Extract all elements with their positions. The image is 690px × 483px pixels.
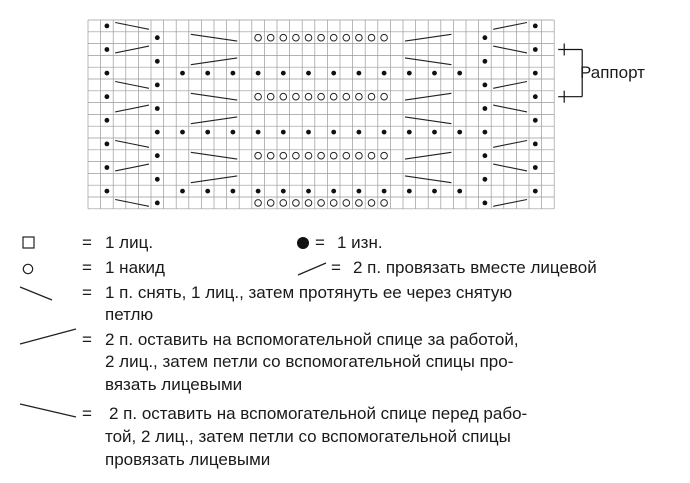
yarn-over-circle <box>343 93 350 100</box>
legend-eq: = <box>315 233 325 252</box>
purl-dot <box>306 189 311 194</box>
legend-eq: = <box>82 258 92 277</box>
purl-dot <box>105 47 110 52</box>
yarn-over-circle <box>318 152 325 159</box>
purl-dot <box>483 177 488 182</box>
yarn-over-circle <box>318 34 325 41</box>
purl-dot <box>155 35 160 40</box>
yarn-over-circle <box>330 93 337 100</box>
purl-dot <box>155 130 160 135</box>
cable-slant <box>493 141 527 148</box>
yarn-over-circle <box>343 34 350 41</box>
purl-dot <box>533 71 538 76</box>
purl-dot <box>180 189 185 194</box>
cable-slant <box>493 23 527 30</box>
yarn-over-circle <box>305 152 312 159</box>
yarn-over-circle <box>267 93 274 100</box>
purl-dot <box>533 118 538 123</box>
yarn-over-circle <box>255 152 262 159</box>
purl-dot <box>180 130 185 135</box>
cable-slant <box>493 46 527 53</box>
yarn-over-circle <box>381 152 388 159</box>
yarn-over-circle <box>343 200 350 207</box>
yarn-over-circle <box>356 93 363 100</box>
purl-dot <box>483 153 488 158</box>
purl-dot <box>105 94 110 99</box>
yarn-over-circle <box>293 200 300 207</box>
purl-dot <box>533 189 538 194</box>
legend-eq: = <box>82 404 92 423</box>
yarn-over-circle <box>343 152 350 159</box>
cable-slant <box>493 105 527 112</box>
yarn-over-circle <box>280 200 287 207</box>
yarn-over-circle <box>267 200 274 207</box>
cable-slant <box>115 164 149 171</box>
yarn-over-circle <box>280 152 287 159</box>
purl-dot <box>105 24 110 29</box>
purl-dot <box>432 189 437 194</box>
yarn-over-circle <box>330 152 337 159</box>
yarn-over-circle <box>267 152 274 159</box>
legend-text-purl: 1 изн. <box>337 233 383 252</box>
purl-dot <box>281 71 286 76</box>
right-slant-icon <box>296 260 330 278</box>
yarn-over-circle <box>280 34 287 41</box>
yarn-over-circle <box>280 93 287 100</box>
legend-text-cable-back-line1: 2 п. оставить на вспомогательной спице за работой, <box>105 330 519 349</box>
yarn-over-circle <box>255 93 262 100</box>
purl-dot <box>533 47 538 52</box>
purl-dot <box>105 165 110 170</box>
circle-icon <box>22 263 36 277</box>
purl-dot <box>180 71 185 76</box>
cable-slant <box>115 200 149 207</box>
knitting-chart <box>0 0 690 230</box>
yarn-over-circle <box>368 152 375 159</box>
yarn-over-circle <box>356 152 363 159</box>
yarn-over-circle <box>368 34 375 41</box>
legend-text-cable-back-line2: 2 лиц., затем петли со вспомогательной спицы про- <box>105 352 514 371</box>
legend-eq: = <box>82 330 92 349</box>
purl-dot <box>105 71 110 76</box>
purl-dot <box>382 189 387 194</box>
cable-slant <box>115 105 149 112</box>
purl-dot <box>533 24 538 29</box>
yarn-over-circle <box>255 34 262 41</box>
purl-dot <box>483 59 488 64</box>
empty-square-icon <box>22 236 36 250</box>
yarn-over-circle <box>381 200 388 207</box>
yarn-over-circle <box>293 93 300 100</box>
legend-text-cable-front-line3: провязать лицевыми <box>105 450 271 469</box>
cable-slant <box>115 141 149 148</box>
purl-dot <box>155 201 160 206</box>
legend-eq: = <box>82 233 92 252</box>
purl-dot <box>306 71 311 76</box>
yarn-over-circle <box>267 34 274 41</box>
purl-dot <box>256 189 261 194</box>
purl-dot <box>483 83 488 88</box>
yarn-over-circle <box>330 200 337 207</box>
long-right-slant-icon <box>18 326 80 348</box>
yarn-over-circle <box>293 152 300 159</box>
purl-dot <box>205 71 210 76</box>
purl-dot <box>331 189 336 194</box>
yarn-over-circle <box>381 34 388 41</box>
purl-dot <box>407 189 412 194</box>
yarn-over-circle <box>368 93 375 100</box>
cable-slant <box>115 46 149 53</box>
purl-dot <box>432 130 437 135</box>
purl-dot <box>407 71 412 76</box>
purl-dot <box>256 130 261 135</box>
cable-slant <box>115 82 149 89</box>
yarn-over-circle <box>368 200 375 207</box>
long-left-slant-icon <box>18 401 80 421</box>
purl-dot <box>483 106 488 111</box>
yarn-over-circle <box>330 34 337 41</box>
purl-dot <box>357 189 362 194</box>
purl-dot <box>407 130 412 135</box>
cable-slant <box>493 200 527 207</box>
purl-dot <box>155 59 160 64</box>
purl-dot <box>331 130 336 135</box>
legend-text-skpo-line2: петлю <box>105 305 154 324</box>
purl-dot <box>231 71 236 76</box>
purl-dot <box>457 71 462 76</box>
purl-dot <box>281 130 286 135</box>
left-slant-icon <box>18 284 58 304</box>
purl-dot <box>155 177 160 182</box>
yarn-over-circle <box>293 34 300 41</box>
purl-dot <box>483 35 488 40</box>
yarn-over-circle <box>356 34 363 41</box>
purl-dot <box>382 71 387 76</box>
purl-dot <box>483 130 488 135</box>
purl-dot <box>205 130 210 135</box>
purl-dot <box>533 142 538 147</box>
yarn-over-circle <box>356 200 363 207</box>
purl-dot <box>533 94 538 99</box>
legend-text-skpo-line1: 1 п. снять, 1 лиц., затем протянуть ее через снятую <box>105 283 513 302</box>
purl-dot <box>155 106 160 111</box>
cable-slant <box>115 23 149 30</box>
purl-dot <box>205 189 210 194</box>
purl-dot <box>357 71 362 76</box>
yarn-over-circle <box>381 93 388 100</box>
legend-text-knit: 1 лиц. <box>105 233 154 252</box>
legend-text-k2tog: 2 п. провязать вместе лицевой <box>353 258 597 277</box>
cable-slant <box>493 164 527 171</box>
purl-dot <box>457 189 462 194</box>
cable-slant <box>493 82 527 89</box>
legend-text-cable-front-line1: 2 п. оставить на вспомогательной спице перед рабо- <box>109 404 528 423</box>
purl-dot <box>231 130 236 135</box>
purl-dot <box>155 153 160 158</box>
purl-dot <box>357 130 362 135</box>
legend <box>0 228 690 483</box>
yarn-over-circle <box>305 200 312 207</box>
purl-dot <box>382 130 387 135</box>
purl-dot <box>533 165 538 170</box>
filled-dot-icon <box>296 236 312 252</box>
purl-dot <box>432 71 437 76</box>
purl-dot <box>483 201 488 206</box>
purl-dot <box>105 142 110 147</box>
legend-text-yarn-over: 1 накид <box>105 258 165 277</box>
yarn-over-circle <box>255 200 262 207</box>
purl-dot <box>457 130 462 135</box>
yarn-over-circle <box>305 93 312 100</box>
purl-dot <box>105 189 110 194</box>
purl-dot <box>331 71 336 76</box>
purl-dot <box>306 130 311 135</box>
purl-dot <box>105 118 110 123</box>
legend-eq: = <box>82 283 92 302</box>
chart-grid <box>0 0 690 230</box>
purl-dot <box>155 83 160 88</box>
yarn-over-circle <box>318 93 325 100</box>
yarn-over-circle <box>318 200 325 207</box>
legend-text-cable-back-line3: вязать лицевыми <box>105 375 243 394</box>
rapport-label: Раппорт <box>580 63 645 82</box>
legend-eq: = <box>331 258 341 277</box>
legend-text-cable-front-line2: той, 2 лиц., затем петли со вспомогательной спицы <box>105 427 511 446</box>
yarn-over-circle <box>305 34 312 41</box>
purl-dot <box>231 189 236 194</box>
purl-dot <box>256 71 261 76</box>
purl-dot <box>281 189 286 194</box>
